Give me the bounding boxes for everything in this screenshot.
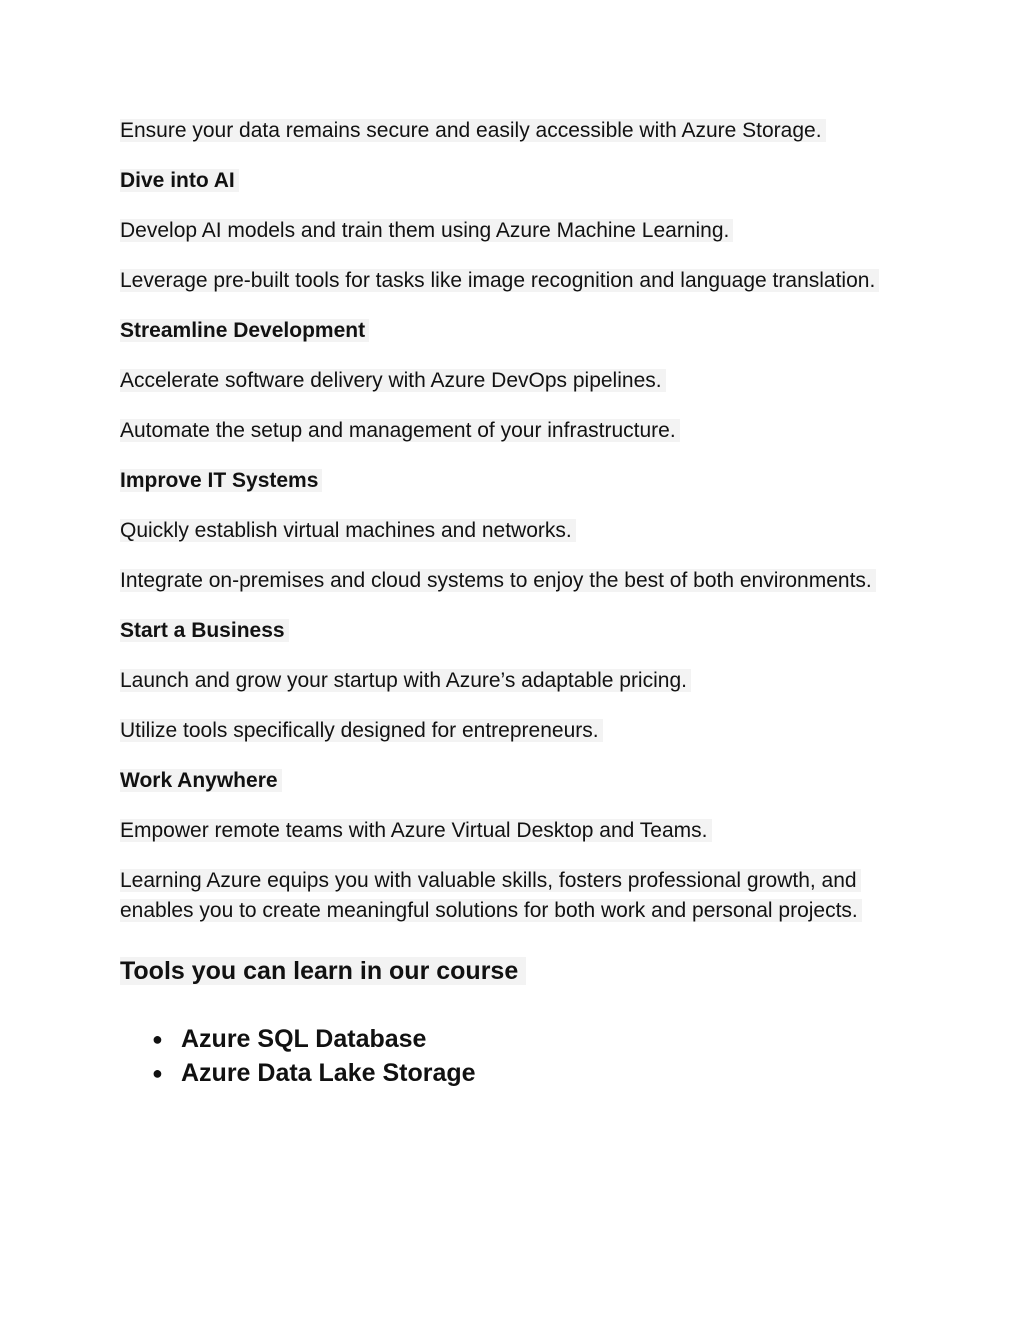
section-heading-improve-it-systems: Improve IT Systems bbox=[120, 466, 900, 496]
paragraph: Leverage pre-built tools for tasks like image recognition and language translation. bbox=[120, 266, 900, 296]
paragraph: Ensure your data remains secure and easily accessible with Azure Storage. bbox=[120, 116, 900, 146]
paragraph: Accelerate software delivery with Azure DevOps pipelines. bbox=[120, 366, 900, 396]
paragraph: Utilize tools specifically designed for entrepreneurs. bbox=[120, 716, 900, 746]
closing-paragraph: Learning Azure equips you with valuable skills, fosters professional growth, and enables you to create meaningful solutions for both work and personal projects. bbox=[120, 866, 900, 926]
tool-label: Azure Data Lake Storage bbox=[181, 1059, 476, 1087]
tool-label: Azure SQL Database bbox=[181, 1025, 427, 1053]
section-heading-dive-into-ai: Dive into AI bbox=[120, 166, 900, 196]
paragraph: Integrate on-premises and cloud systems to enjoy the best of both environments. bbox=[120, 566, 900, 596]
paragraph: Develop AI models and train them using Azure Machine Learning. bbox=[120, 216, 900, 246]
bullet-icon: ● bbox=[152, 1063, 163, 1083]
tool-item-azure-sql-database bbox=[152, 1022, 900, 1056]
paragraph: Launch and grow your startup with Azure’s adaptable pricing. bbox=[120, 666, 900, 696]
tools-list bbox=[120, 1022, 900, 1090]
section-heading-start-a-business: Start a Business bbox=[120, 616, 900, 646]
bullet-icon: ● bbox=[152, 1029, 163, 1049]
section-heading-work-anywhere: Work Anywhere bbox=[120, 766, 900, 796]
tools-heading: Tools you can learn in our course bbox=[120, 954, 900, 988]
paragraph: Empower remote teams with Azure Virtual Desktop and Teams. bbox=[120, 816, 900, 846]
paragraph: Quickly establish virtual machines and networks. bbox=[120, 516, 900, 546]
document-body bbox=[120, 116, 900, 1090]
paragraph: Automate the setup and management of your infrastructure. bbox=[120, 416, 900, 446]
section-heading-streamline-development: Streamline Development bbox=[120, 316, 900, 346]
tool-item-azure-data-lake-storage bbox=[152, 1056, 900, 1090]
